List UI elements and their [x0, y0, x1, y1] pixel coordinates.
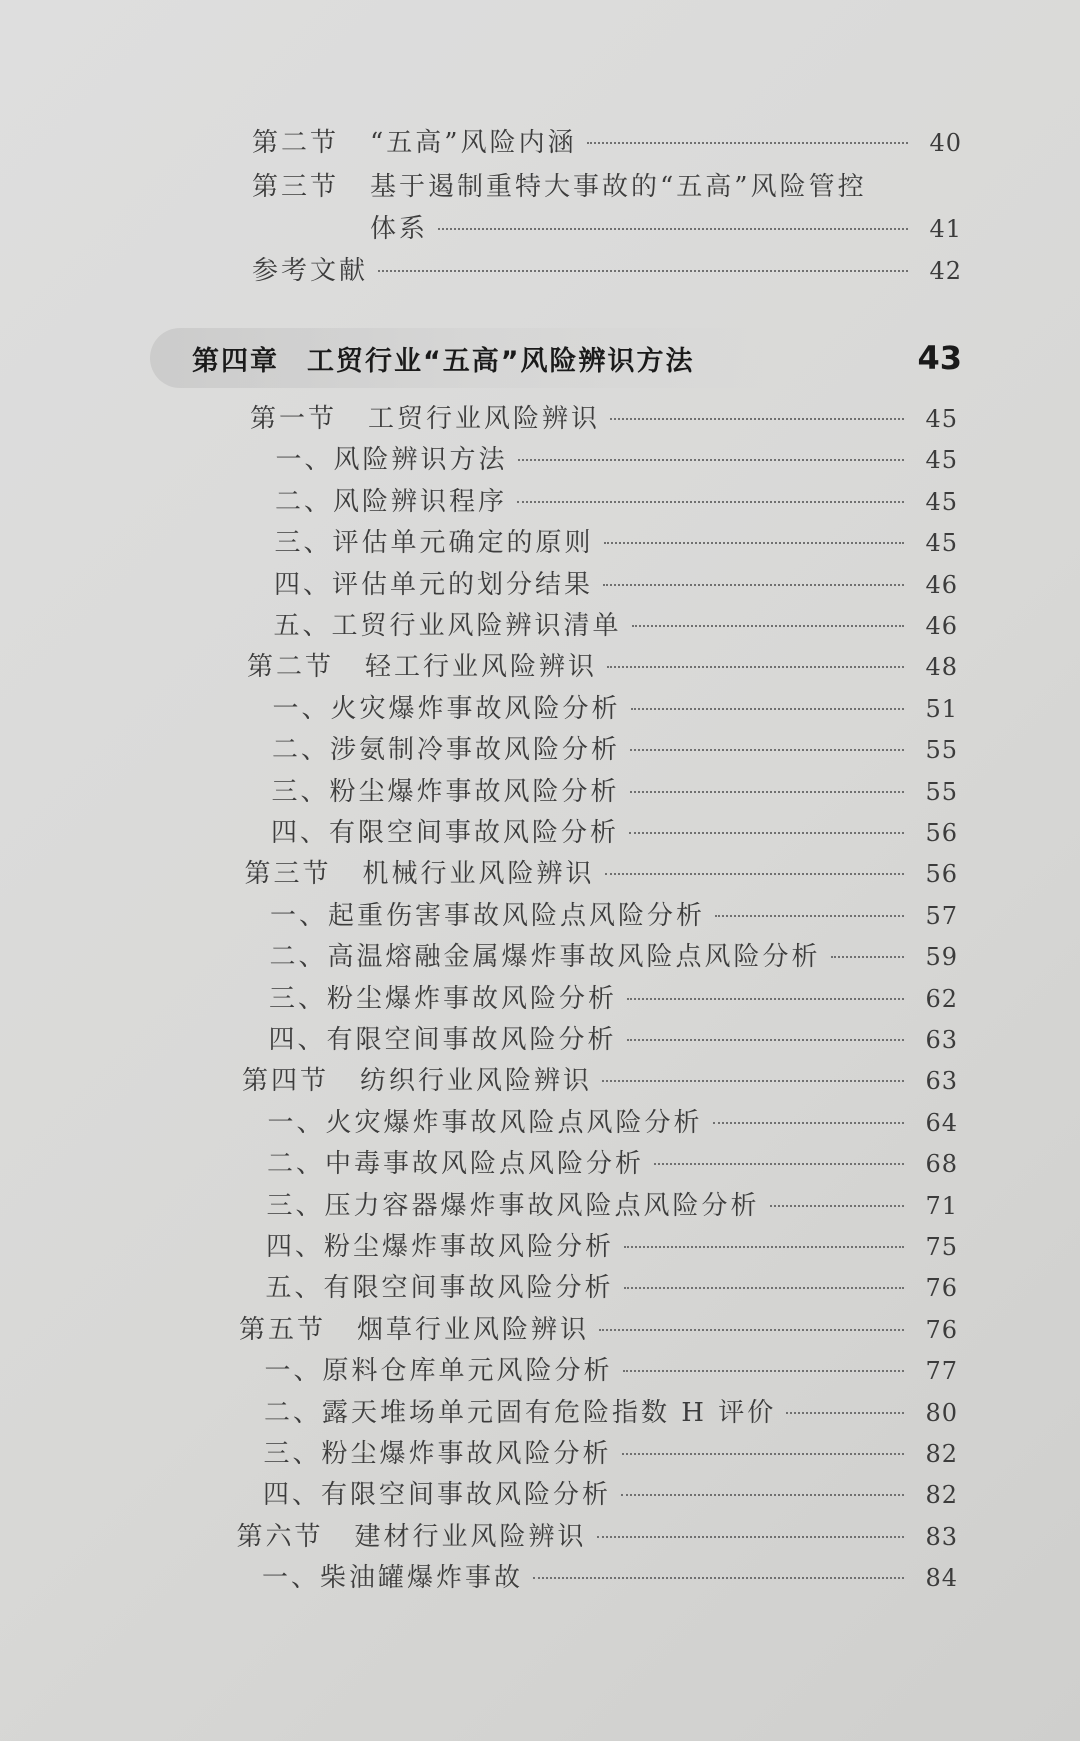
item-title: 五、工贸行业风险辨识清单 — [273, 611, 622, 641]
page-number: 56 — [925, 860, 958, 889]
page-number: 76 — [925, 1315, 958, 1344]
toc-item-line — [272, 771, 959, 808]
page-number: 62 — [925, 984, 958, 1013]
page-number: 64 — [925, 1108, 958, 1137]
chapter-title: 工贸行业“五高”风险辨识方法 — [307, 345, 695, 377]
section-title: 建材行业风险辨识 — [354, 1521, 587, 1552]
section-number: 第四节 — [242, 1066, 330, 1097]
item-title: 三、粉尘爆炸事故风险分析 — [271, 776, 620, 807]
item-title: 一、风险辨识方法 — [275, 445, 508, 476]
leader-dots — [533, 1577, 904, 1579]
toc-item-line — [276, 439, 959, 476]
toc-item-line — [267, 1185, 959, 1222]
item-title: 三、粉尘爆炸事故风险分析 — [269, 983, 618, 1014]
toc-item-line — [275, 481, 958, 518]
toc-section-line — [245, 853, 959, 890]
leader-dots — [627, 998, 904, 1000]
leader-dots — [629, 832, 904, 834]
page-number: 45 — [925, 446, 958, 475]
leader-dots — [630, 791, 904, 793]
toc-item-line — [271, 812, 958, 849]
leader-dots — [786, 1412, 904, 1414]
item-title: 四、粉尘爆炸事故风险分析 — [266, 1232, 615, 1262]
toc-item-line — [269, 1019, 959, 1056]
item-title: 二、中毒事故风险点风险分析 — [267, 1149, 645, 1180]
leader-dots — [604, 542, 904, 544]
leader-dots — [603, 584, 904, 586]
leader-dots — [770, 1205, 904, 1207]
section-number: 第三节 — [252, 172, 340, 202]
page-number: 51 — [925, 694, 958, 723]
page-number: 56 — [925, 819, 958, 847]
page-number: 57 — [925, 901, 958, 930]
item-title: 一、起重伤害事故风险点风险分析 — [270, 900, 706, 931]
page-number: 45 — [925, 529, 958, 558]
leader-dots — [627, 1039, 904, 1041]
section-title: 纺织行业风险辨识 — [360, 1066, 593, 1097]
toc-item-line — [264, 1392, 958, 1429]
toc-section-line — [250, 398, 958, 435]
section-title: 烟草行业风险辨识 — [357, 1314, 590, 1345]
item-title: 四、有限空间事故风险分析 — [271, 818, 620, 848]
section-number: 第二节 — [252, 128, 340, 158]
page-number: 82 — [925, 1481, 958, 1510]
page-number: 48 — [925, 653, 958, 682]
item-title: 五、有限空间事故风险分析 — [265, 1273, 614, 1304]
toc-item-line — [268, 1102, 959, 1139]
section-number: 第五节 — [239, 1314, 327, 1345]
toc-continuation-line — [370, 208, 962, 245]
toc-item-line — [266, 1267, 959, 1304]
page-number: 84 — [925, 1564, 958, 1593]
toc-item-line — [270, 936, 959, 973]
section-title: 工贸行业风险辨识 — [368, 404, 601, 434]
leader-dots — [631, 708, 904, 710]
leader-dots — [623, 1370, 904, 1372]
section-title: “五高”风险内涵 — [370, 128, 577, 158]
item-title: 一、火灾爆炸事故风险点风险分析 — [267, 1107, 703, 1138]
page-number: 42 — [929, 257, 962, 285]
leader-dots — [624, 1287, 904, 1289]
leader-dots — [587, 142, 908, 144]
leader-dots — [622, 1453, 904, 1455]
toc-item-line — [265, 1350, 959, 1387]
toc-item-line — [266, 1226, 958, 1263]
page-number: 63 — [925, 1067, 958, 1096]
leader-dots — [378, 270, 908, 272]
page-number: 75 — [925, 1233, 958, 1261]
section-number: 第二节 — [247, 652, 335, 683]
toc-section-line — [252, 122, 962, 159]
toc-references-line — [252, 250, 962, 287]
item-title: 四、有限空间事故风险分析 — [268, 1025, 617, 1055]
toc-item-line — [274, 564, 958, 601]
leader-dots — [715, 915, 904, 917]
item-title: 二、涉氨制冷事故风险分析 — [272, 735, 621, 766]
leader-dots — [607, 666, 904, 668]
toc-item-line — [269, 978, 958, 1015]
page-number: 46 — [925, 570, 958, 599]
leader-dots — [597, 1536, 904, 1538]
page-number: 80 — [925, 1398, 958, 1427]
toc-item-line — [274, 605, 959, 642]
toc-item-line — [262, 1557, 958, 1594]
item-title: 三、粉尘爆炸事故风险分析 — [263, 1439, 612, 1469]
page-number: 68 — [925, 1150, 958, 1179]
page-number: 71 — [925, 1191, 958, 1220]
page-number: 45 — [925, 487, 958, 516]
page-number: 77 — [925, 1357, 958, 1386]
page-number: 63 — [925, 1026, 958, 1054]
leader-dots — [518, 459, 904, 461]
leader-dots — [599, 1329, 904, 1331]
toc-item-line — [273, 688, 959, 725]
page-number: 76 — [925, 1274, 958, 1303]
item-title: 四、评估单元的划分结果 — [274, 569, 594, 600]
chapter-page-number: 43 — [917, 339, 962, 377]
page-number: 55 — [925, 736, 958, 765]
section-number: 第一节 — [250, 404, 338, 434]
leader-dots — [713, 1122, 904, 1124]
item-title: 四、有限空间事故风险分析 — [263, 1480, 612, 1511]
item-title: 二、高温熔融金属爆炸事故风险点风险分析 — [269, 942, 821, 973]
item-title: 一、原料仓库单元风险分析 — [264, 1356, 613, 1387]
item-title: 二、风险辨识程序 — [275, 486, 508, 517]
page-number: 46 — [925, 612, 958, 640]
leader-dots — [630, 749, 904, 751]
page-number: 82 — [925, 1440, 958, 1468]
page-number: 40 — [929, 129, 962, 157]
leader-dots — [831, 956, 904, 958]
toc-item-line — [264, 1433, 959, 1470]
item-title: 三、压力容器爆炸事故风险点风险分析 — [266, 1190, 760, 1221]
page-number: 55 — [925, 777, 958, 806]
toc-section-line — [239, 1309, 958, 1346]
toc-item-line — [263, 1474, 958, 1511]
leader-dots — [632, 625, 904, 627]
page-number: 83 — [925, 1522, 958, 1551]
leader-dots — [621, 1494, 904, 1496]
references-title: 参考文献 — [252, 256, 369, 286]
toc-section-line — [237, 1516, 959, 1553]
leader-dots — [438, 228, 908, 230]
leader-dots — [654, 1163, 904, 1165]
page-number: 41 — [929, 215, 962, 243]
leader-dots — [610, 418, 904, 420]
toc-item-line — [275, 522, 959, 559]
leader-dots — [624, 1246, 904, 1248]
section-title: 机械行业风险辨识 — [362, 859, 595, 890]
item-title: 二、露天堆场单元固有危险指数 H 评价 — [264, 1397, 777, 1428]
leader-dots — [602, 1080, 904, 1082]
chapter-label: 第四章 — [192, 345, 279, 377]
section-title-continued: 体系 — [370, 214, 429, 244]
item-title: 一、柴油罐爆炸事故 — [262, 1563, 524, 1594]
chapter-heading — [150, 328, 968, 388]
leader-dots — [517, 501, 904, 503]
toc-section-line — [247, 646, 958, 683]
toc-section-line — [252, 166, 962, 203]
page-number: 45 — [925, 405, 958, 433]
section-title: 轻工行业风险辨识 — [365, 652, 598, 683]
item-title: 三、评估单元确定的原则 — [274, 528, 594, 559]
toc-section-line — [242, 1060, 958, 1097]
leader-dots — [605, 873, 904, 875]
toc-item-line — [270, 895, 958, 932]
section-number: 第六节 — [236, 1521, 324, 1552]
page-number: 59 — [925, 943, 958, 972]
item-title: 一、火灾爆炸事故风险分析 — [272, 693, 621, 724]
section-title: 基于遏制重特大事故的“五高”风险管控 — [370, 172, 867, 202]
section-number: 第三节 — [244, 859, 332, 890]
toc-item-line — [272, 729, 958, 766]
toc-item-line — [267, 1143, 958, 1180]
